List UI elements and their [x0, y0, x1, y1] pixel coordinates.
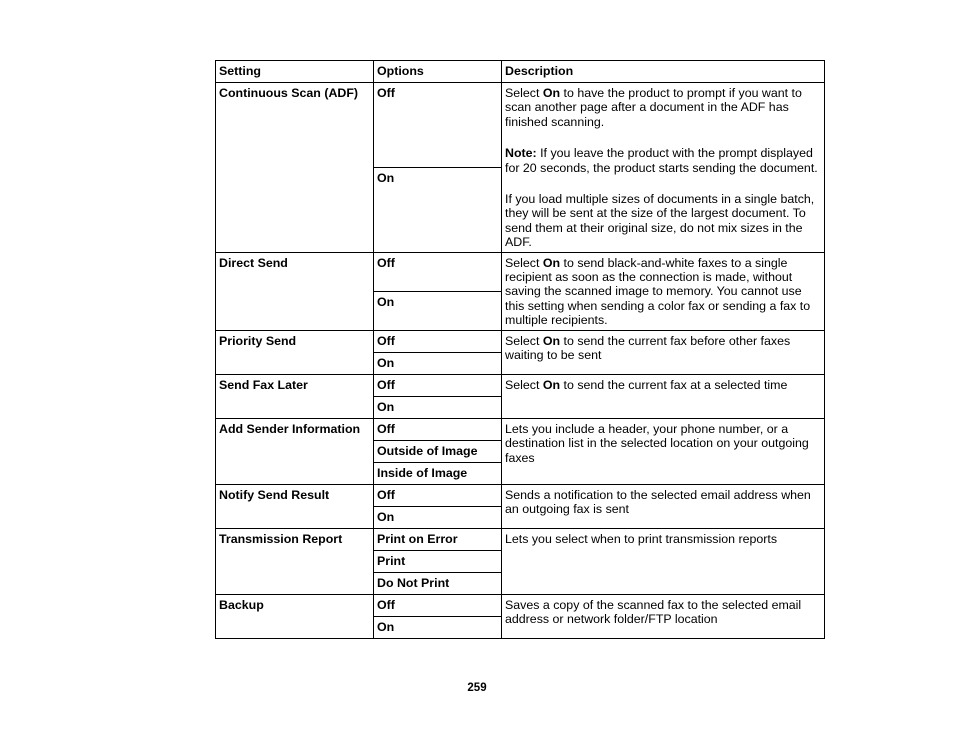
description-text: If you load multiple sizes of documents in a single batch, they will be sent at the size of the largest document. To send them at their original size, do not mix sizes in the ADF. — [505, 192, 815, 250]
description-text: to have the product to prompt if you want to scan another page after a document in the ADF has finished scanning. — [505, 86, 802, 129]
setting-name: Continuous Scan (ADF) — [216, 83, 374, 253]
table-body — [216, 83, 825, 639]
option-value: On — [374, 616, 502, 638]
description-paragraph — [505, 422, 821, 465]
setting-name: Transmission Report — [216, 528, 374, 594]
setting-description — [502, 594, 825, 638]
description-paragraph — [505, 192, 821, 250]
option-value: Outside of Image — [374, 440, 502, 462]
description-text: Lets you include a header, your phone number, or a destination list in the selected location on your outgoing faxes — [505, 421, 809, 465]
description-text: to send the current fax before other faxes waiting to be sent — [505, 333, 791, 363]
description-paragraph — [505, 256, 821, 328]
table-row — [216, 330, 825, 352]
description-paragraph — [505, 488, 821, 517]
description-text: Select — [505, 255, 543, 270]
option-value: On — [374, 396, 502, 418]
setting-name: Priority Send — [216, 330, 374, 374]
page-number: 259 — [467, 682, 487, 694]
description-paragraph — [505, 334, 821, 363]
table-row — [216, 83, 825, 168]
description-paragraph — [505, 598, 821, 627]
option-value: On — [374, 291, 502, 330]
description-emphasis: On — [542, 255, 561, 270]
setting-description — [502, 330, 825, 374]
description-text: Lets you select when to print transmission reports — [505, 531, 778, 546]
description-text: to send the current fax at a selected time — [560, 377, 788, 392]
setting-description — [502, 418, 825, 484]
table-row — [216, 528, 825, 550]
option-value: Off — [374, 83, 502, 168]
header-setting: Setting — [216, 61, 374, 83]
setting-description — [502, 528, 825, 594]
setting-description — [502, 252, 825, 330]
setting-name: Backup — [216, 594, 374, 638]
description-text: If you leave the product with the prompt displayed for 20 seconds, the product starts sending the document. — [505, 146, 818, 175]
option-value: Off — [374, 484, 502, 506]
header-description: Description — [502, 61, 825, 83]
option-value: Off — [374, 418, 502, 440]
option-value: On — [374, 506, 502, 528]
description-text: Sends a notification to the selected email address when an outgoing fax is sent — [505, 487, 811, 517]
setting-description — [502, 83, 825, 253]
description-emphasis: On — [542, 333, 561, 348]
table-row — [216, 418, 825, 440]
table-row — [216, 252, 825, 291]
option-value: Inside of Image — [374, 462, 502, 484]
option-value: Do Not Print — [374, 572, 502, 594]
option-value: Off — [374, 374, 502, 396]
description-paragraph — [505, 86, 821, 129]
setting-name: Notify Send Result — [216, 484, 374, 528]
description-emphasis: On — [542, 377, 561, 392]
setting-name: Direct Send — [216, 252, 374, 330]
setting-name: Add Sender Information — [216, 418, 374, 484]
description-paragraph — [505, 146, 821, 175]
description-emphasis: On — [542, 86, 561, 100]
fax-send-settings-table — [215, 60, 825, 639]
setting-name: Send Fax Later — [216, 374, 374, 418]
description-text: to send black-and-white faxes to a single recipient as soon as the connection is made, without saving the scanned image to memory. You cannot use this setting when sending a color fax or sending a fax to multiple recipients. — [505, 255, 811, 328]
table-row — [216, 374, 825, 396]
description-text: Saves a copy of the scanned fax to the selected email address or network folder/FTP location — [505, 597, 802, 627]
option-value: On — [374, 352, 502, 374]
option-value: Print — [374, 550, 502, 572]
description-paragraph — [505, 378, 821, 392]
table-row — [216, 594, 825, 616]
header-options: Options — [374, 61, 502, 83]
option-value: On — [374, 167, 502, 252]
table-header-row — [216, 61, 825, 83]
table-row — [216, 484, 825, 506]
description-text: Select — [505, 333, 543, 348]
description-text: Select — [505, 377, 543, 392]
description-text: Select — [505, 86, 543, 100]
setting-description — [502, 484, 825, 528]
option-value: Off — [374, 594, 502, 616]
description-paragraph — [505, 532, 821, 546]
setting-description — [502, 374, 825, 418]
option-value: Off — [374, 330, 502, 352]
option-value: Off — [374, 252, 502, 291]
description-emphasis: Note: — [505, 146, 537, 161]
option-value: Print on Error — [374, 528, 502, 550]
